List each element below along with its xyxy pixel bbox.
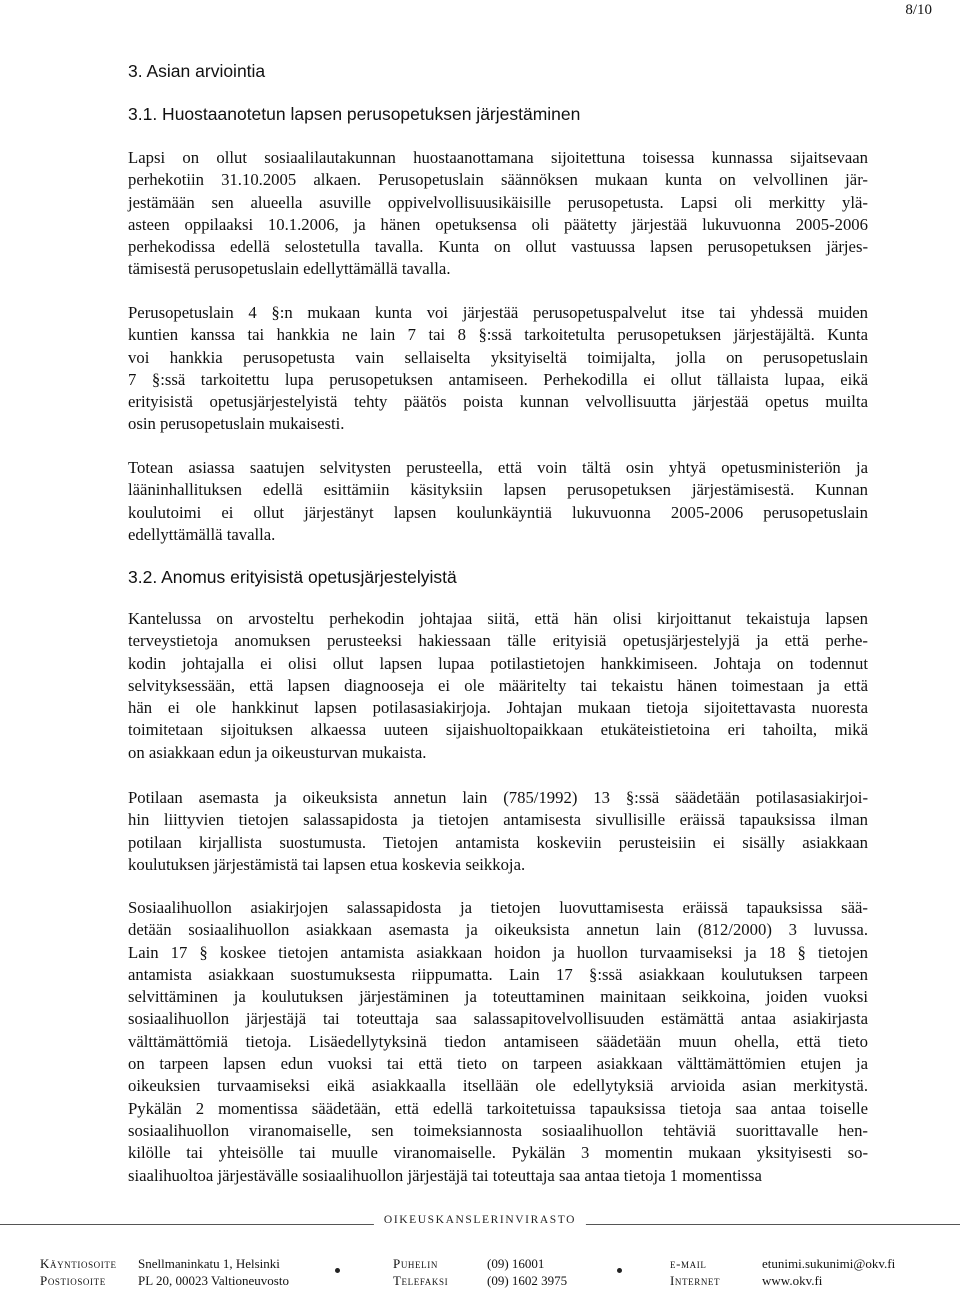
paragraph-line: hin liittyvien tietojen salassapidosta ja tietojen antamisesta sivullisille eräissä tapauksissa ilman [128, 810, 868, 830]
paragraph-line: koulutoimi ei ollut järjestänyt lapsen koulunkäyntiä lukuvuonna 2005-2006 perusopetuslain [128, 502, 868, 522]
paragraph-line: selvityksessään, että lapsen diagnooseja ei ole määritelty tai tekaistu hänen toimestaan ja että [128, 675, 868, 695]
paragraph-line: Potilaan asemasta ja oikeuksista annetun lain (785/1992) 13 §:ssä säädetään potilasasiakirjoi- [128, 788, 868, 807]
paragraph-line: Totean asiassa saatujen selvitysten perusteella, että voin tältä osin yhtyä opetusministeriön ja [128, 458, 868, 477]
paragraph-line: koulutuksen järjestämistä tai lapsen etua koskevia seikkoja. [128, 854, 526, 874]
paragraph-line: kuntien kanssa tai hankkia ne lain 7 tai 8 §:ssä tarkoitetulta perusopetuksen järjestäjältä. Kunta [128, 325, 868, 345]
paragraph-line: on tarpeen lapsen edun vuoksi tai että tieto on tarpeen asiakkaan välttämättömien etujen ja [128, 1054, 868, 1074]
paragraph [128, 787, 868, 876]
paragraph-line: 7 §:ssä tarkoitettu lupa perusopetuksen antamiseen. Perhekodilla ei ollut tällaista lupaa, eikä [128, 369, 868, 389]
paragraph-line: oikeuksien turvaamiseksi eikä asiakkaalla itsellään ole edellytyksiä arvioida asian merkitystä. [128, 1076, 868, 1096]
phone-value: (09) 16001 [487, 1256, 545, 1271]
internet-label: Internet [670, 1273, 721, 1288]
section-heading: 3. Asian arviointia [128, 61, 266, 81]
phone-label: Puhelin [393, 1256, 438, 1271]
paragraph [128, 457, 868, 546]
internet-value[interactable]: www.okv.fi [762, 1273, 823, 1288]
paragraph-line: Lapsi on ollut sosiaalilautakunnan huostaanottamana sijoitettuna toisessa kunnassa sijaitsevaan [128, 148, 868, 167]
paragraph [128, 147, 868, 281]
paragraph-line: osin perusopetuslain mukaisesti. [128, 414, 345, 434]
paragraph-line: siaalihuoltoa järjestävälle sosiaalihuollon järjestäjä tai toteuttaja saa antaa tietoja 1 momentissa [128, 1165, 762, 1185]
footer-brand: OIKEUSKANSLERINVIRASTO [374, 1214, 586, 1226]
paragraph-line: terveystietoja anomuksen perusteeksi hakiessaan tälle erityisiä opetusjärjestelyjä ja että perhe- [128, 631, 868, 651]
email-label: e-mail [670, 1256, 707, 1271]
fax-value: (09) 1602 3975 [487, 1273, 568, 1288]
fax-label: Telefaksi [393, 1273, 449, 1288]
postal-address-value: PL 20, 00023 Valtioneuvosto [138, 1273, 289, 1288]
postal-address-label: Postiosoite [40, 1273, 106, 1288]
separator-dot [335, 1268, 340, 1273]
paragraph-line: sosiaalihuollon järjestäjä tai toteuttaja saa salassapitovelvollisuuden estämättä antaa asiakirjasta [128, 1009, 868, 1029]
subsection-heading: 3.1. Huostaanotetun lapsen perusopetuksen järjestäminen [128, 104, 581, 124]
paragraph [128, 302, 868, 436]
paragraph [128, 897, 868, 1187]
email-value[interactable]: etunimi.sukunimi@okv.fi [762, 1256, 896, 1271]
paragraph-line: kilölle tai yhteisölle tai muulle viranomaiselle. Pykälän 3 momentin mukaan yksityisesti so- [128, 1143, 868, 1163]
paragraph-line: perhekodissa edellä selostetulla tavalla. Kunta on ollut vastuussa lapsen perusopetuksen järjes- [128, 237, 868, 257]
paragraph-line: kodin johtajalla ei olisi ollut lapsen lupaa potilastietojen hankkimiseen. Johtaja on todennut [128, 653, 868, 673]
paragraph-line: asteen oppilaaksi 10.1.2006, ja hänen opetuksensa oli päätetty järjestää lukuvuonna 2005-2006 [128, 214, 868, 234]
paragraph-line: selvittäminen ja koulutuksen järjestäminen ja toteuttaminen mainitaan seikkoina, joiden vuoksi [128, 987, 868, 1007]
paragraph-line: hän ei ole hankkinut lapsen potilasasiakirjoja. Johtajan mukaan tietoja sijoitettavasta nuoresta [128, 698, 868, 718]
visiting-address-label: Käyntiosoite [40, 1256, 117, 1271]
paragraph-line: sosiaalihuollon viranomaiselle, sen toimeksiannosta sosiaalihuollon tehtäviä suorittavalle hen- [128, 1120, 868, 1140]
paragraph-line: detään sosiaalihuollon asiakkaan asemasta ja oikeuksista annetun lain (812/2000) 3 luvussa. [128, 920, 868, 940]
paragraph-line: Lain 17 § koskee tietojen antamista asiakkaan hoidon ja huollon turvaamiseksi ja 18 § tietojen [128, 942, 868, 962]
paragraph-line: toimitetaan sijoituksen alkaessa uuteen sijaishuoltopaikkaan etukäteistietoina eri tahoilta, mikä [128, 720, 868, 740]
paragraph-line: antamista asiakkaan suostumuksesta riippumatta. Lain 17 §:ssä asiakkaan koulutuksen tarpeen [128, 964, 868, 984]
paragraph-line: Perusopetuslain 4 §:n mukaan kunta voi järjestää perusopetuspalvelut itse tai yhdessä muiden [128, 303, 868, 322]
paragraph-line: Sosiaalihuollon asiakirjojen salassapidosta ja tietojen luovuttamisesta eräissä tapauksissa sää- [128, 898, 868, 917]
paragraph-line: jestämään sen alueella asuville oppivelvollisuusikäisille perusopetusta. Lapsi oli merkitty ylä- [128, 192, 868, 212]
paragraph [128, 608, 868, 764]
paragraph-line: erityisistä opetusjärjestelyistä tehty päätös poista kunnan velvollisuutta järjestää opetus muilta [128, 392, 868, 412]
paragraph-line: potilaan kirjallista suostumusta. Tietojen antamista koskeviin perusteisiin ei sisälly asiakkaan [128, 832, 868, 852]
paragraph-line: välttämättömiä tietoja. Lisäedellytyksinä tiedon antamiseen säädetään muun ohella, että tieto [128, 1031, 868, 1051]
paragraph-line: voi hankkia perusopetusta vain sellaiselta yksityiseltä toimijalta, jolla on perusopetuslain [128, 347, 868, 367]
visiting-address-value: Snellmaninkatu 1, Helsinki [138, 1256, 280, 1271]
paragraph-line: on asiakkaan edun ja oikeusturvan mukaista. [128, 742, 427, 762]
paragraph-line: perhekotiin 31.10.2005 alkaen. Perusopetuslain säännöksen mukaan kunta on velvollinen jär- [128, 170, 868, 190]
paragraph-line: edellyttämällä tavalla. [128, 524, 276, 544]
paragraph-line: Pykälän 2 momentissa säädetään, että edellä tarkoitetuissa tapauksissa tietoja saa antaa toiselle [128, 1098, 868, 1118]
paragraph-line: Kantelussa on arvosteltu perhekodin johtajaa siitä, että hän olisi kirjoittanut tekaistuja lapsen [128, 609, 868, 628]
separator-dot [617, 1268, 622, 1273]
paragraph-line: lääninhallituksen edellä esittämiin käsityksiin lapsen perusopetuksen järjestämisestä. Kunnan [128, 480, 868, 500]
subsection-heading: 3.2. Anomus erityisistä opetusjärjestelyistä [128, 567, 457, 587]
paragraph-line: tämisestä perusopetuslain edellyttämällä tavalla. [128, 259, 451, 279]
page-number: 8/10 [905, 2, 932, 18]
